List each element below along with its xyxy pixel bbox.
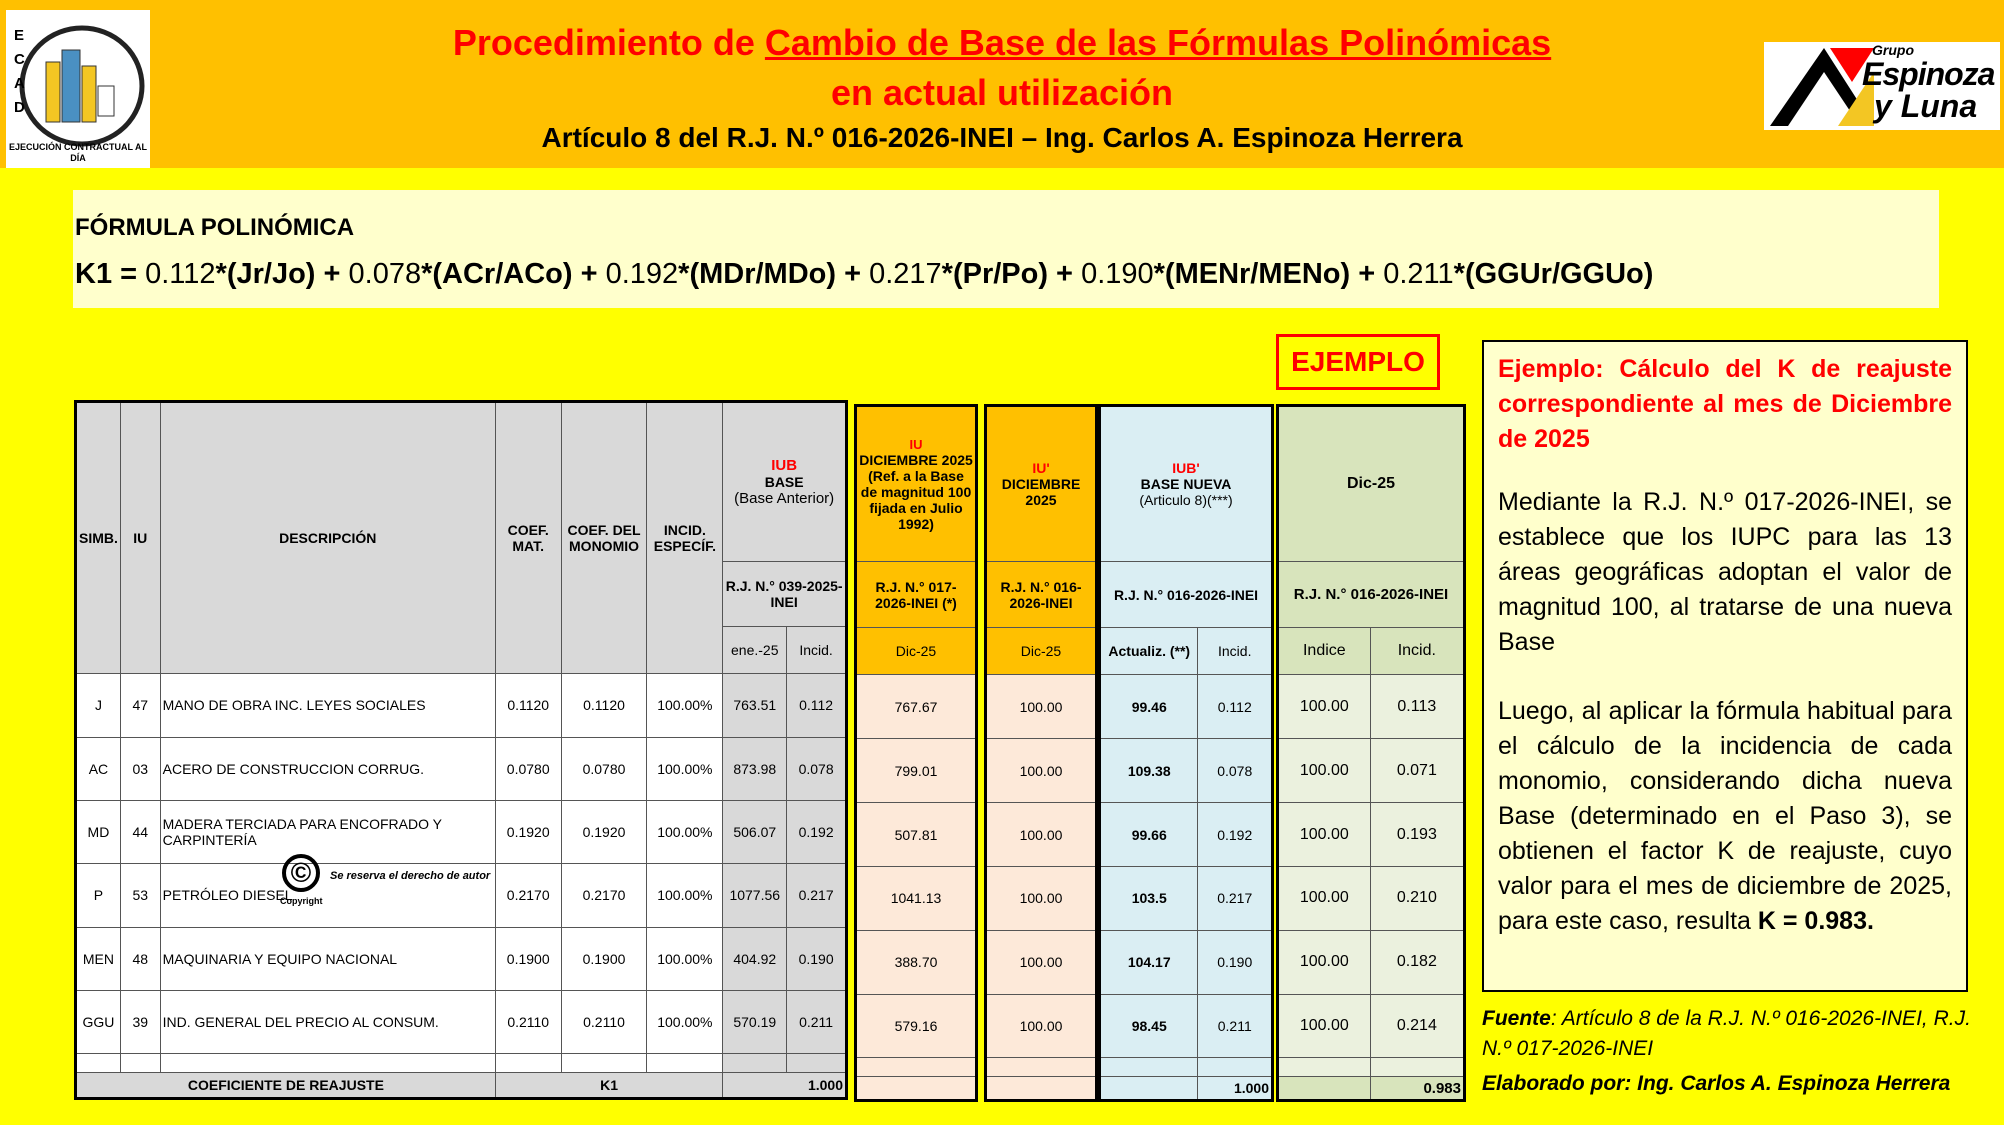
- cell-incid: 0.071: [1370, 739, 1464, 803]
- cell-incid: 0.190: [787, 927, 847, 990]
- cell-coef-mon: 0.0780: [561, 737, 647, 800]
- cell-simb: J: [76, 674, 121, 737]
- iu-table: [854, 404, 978, 1102]
- cell-iu: 44: [120, 800, 160, 863]
- header-iub: IUB BASE (Base Anterior): [723, 402, 847, 562]
- cell-incid: 0.211: [787, 991, 847, 1054]
- table-row: [856, 866, 977, 930]
- formula-part: 0.192: [605, 258, 679, 290]
- table-row: [76, 737, 847, 800]
- nueva-rj: R.J. N.° 016-2026-INEI: [1100, 562, 1273, 628]
- cell-value: 388.70: [856, 930, 977, 994]
- cell-desc: IND. GENERAL DEL PRECIO AL CONSUM.: [160, 991, 495, 1054]
- cell-coef-mon: 0.1120: [561, 674, 647, 737]
- table-row: [986, 994, 1097, 1058]
- table-row: [856, 803, 977, 867]
- cell-coef-mat: 0.2170: [495, 864, 561, 927]
- cell-value: 579.16: [856, 994, 977, 1058]
- dic-total: 0.983: [1370, 1077, 1464, 1101]
- formula-label: FÓRMULA POLINÓMICA: [75, 214, 355, 241]
- header-ene: ene.-25: [723, 627, 787, 674]
- cell-coef-mon: 0.1920: [561, 800, 647, 863]
- formula-part: 0.112: [145, 258, 216, 290]
- copyright-caption: Copyright: [280, 896, 323, 906]
- cell-desc: MAQUINARIA Y EQUIPO NACIONAL: [160, 927, 495, 990]
- cell-index: 100.00: [1278, 994, 1371, 1058]
- cell-coef-mon: 0.1900: [561, 927, 647, 990]
- table-row: [1100, 994, 1273, 1058]
- table-row: [986, 739, 1097, 803]
- page-title: Procedimiento de Cambio de Base de las Fórmulas Polinómicas: [452, 22, 1552, 63]
- formula-part: *(MDr/MDo) +: [678, 258, 870, 290]
- cell-index: 99.46: [1100, 675, 1198, 739]
- cell-incid-esp: 100.00%: [647, 991, 723, 1054]
- cell-index: 99.66: [1100, 803, 1198, 867]
- formula-part: *(GGUr/GGUo): [1453, 258, 1654, 290]
- table-row: [1278, 994, 1465, 1058]
- dic-header: Dic-25: [1278, 406, 1465, 562]
- cell-index: 100.00: [1278, 930, 1371, 994]
- iu-rj: R.J. N.° 017-2026-INEI (*): [856, 562, 977, 628]
- cell-incid: 0.214: [1370, 994, 1464, 1058]
- cell-incid: 0.210: [1370, 866, 1464, 930]
- main-table: [74, 400, 848, 1100]
- cell-iu: 48: [120, 927, 160, 990]
- cell-base: 404.92: [723, 927, 787, 990]
- cell-index: 109.38: [1100, 739, 1198, 803]
- cell-incid: 0.190: [1198, 930, 1273, 994]
- cell-base: 873.98: [723, 737, 787, 800]
- dic-col2: Incid.: [1370, 628, 1464, 675]
- header-descripcion: DESCRIPCIÓN: [160, 402, 495, 674]
- iup-rj: R.J. N.° 016-2026-INEI: [986, 562, 1097, 628]
- cell-iu: 53: [120, 864, 160, 927]
- cell-incid: 0.217: [787, 864, 847, 927]
- table-row: [1278, 866, 1465, 930]
- table-row: [856, 994, 977, 1058]
- iu-col: Dic-25: [856, 628, 977, 675]
- cell-incid: 0.193: [1370, 803, 1464, 867]
- example-title: Ejemplo: Cálculo del K de reajuste correspondiente al mes de Diciembre de 2025: [1498, 355, 1952, 453]
- cell-coef-mat: 0.2110: [495, 991, 561, 1054]
- cell-coef-mat: 0.0780: [495, 737, 561, 800]
- grupo-logo-line3: y Luna: [1874, 88, 1978, 124]
- dic-table: [1276, 404, 1466, 1102]
- cell-iu: 39: [120, 991, 160, 1054]
- formula-part: K1 =: [75, 258, 146, 290]
- footer-label: COEFICIENTE DE REAJUSTE: [76, 1073, 496, 1099]
- formula-part: *(MENr/MENo) +: [1153, 258, 1384, 290]
- cell-index: 98.45: [1100, 994, 1198, 1058]
- cell-incid-esp: 100.00%: [647, 737, 723, 800]
- example-panel: [1482, 340, 1968, 992]
- example-paragraph-1: Mediante la R.J. N.º 017-2026-INEI, se establece que los IUPC para las 13 áreas geográficas adoptan el valor de magnitud 100, al tratarse de una nueva Base: [1498, 488, 1952, 656]
- svg-text:C: C: [14, 51, 25, 68]
- cell-coef-mon: 0.2170: [561, 864, 647, 927]
- formula-part: 0.217: [869, 258, 942, 290]
- cell-incid-esp: 100.00%: [647, 674, 723, 737]
- cell-incid: 0.192: [787, 800, 847, 863]
- cell-simb: GGU: [76, 991, 121, 1054]
- nueva-col2: Incid.: [1198, 628, 1273, 675]
- cell-incid: 0.192: [1198, 803, 1273, 867]
- formula-part: *(Pr/Po) +: [941, 258, 1082, 290]
- cell-incid-esp: 100.00%: [647, 864, 723, 927]
- table-row: [1100, 675, 1273, 739]
- formula-expression: [75, 258, 1653, 291]
- formula-part: *(ACr/ACo) +: [421, 258, 606, 290]
- cell-coef-mat: 0.1900: [495, 927, 561, 990]
- cell-index: 100.00: [1278, 803, 1371, 867]
- table-row: [1278, 803, 1465, 867]
- iup-table: [984, 404, 1098, 1102]
- cell-incid-esp: 100.00%: [647, 800, 723, 863]
- table-row: [856, 739, 977, 803]
- cell-index: 100.00: [1278, 739, 1371, 803]
- svg-text:E: E: [14, 27, 25, 44]
- table-row: [1100, 739, 1273, 803]
- cell-base: 570.19: [723, 991, 787, 1054]
- cell-simb: MEN: [76, 927, 121, 990]
- svg-text:D: D: [14, 99, 25, 116]
- grupo-logo-line1: Grupo: [1872, 42, 1914, 58]
- cell-incid: 0.078: [787, 737, 847, 800]
- cell-value: 507.81: [856, 803, 977, 867]
- copyright-icon: ©: [282, 854, 320, 892]
- table-row: [76, 927, 847, 990]
- cell-index: 103.5: [1100, 866, 1198, 930]
- dic-col1: Indice: [1278, 628, 1371, 675]
- formula-part: 0.211: [1383, 258, 1454, 290]
- cell-incid: 0.211: [1198, 994, 1273, 1058]
- grupo-logo: [1764, 42, 2000, 130]
- example-paragraph-2: Luego, al aplicar la fórmula habitual para el cálculo de la incidencia de cada monomio, considerando dicha nueva Base (determinado en el Paso 3), se obtienen el factor K de reajuste, cuyo valor para el mes de diciembre de 2025, para este caso, resulta K = 0.983.: [1498, 697, 1952, 935]
- table-row: [986, 866, 1097, 930]
- cell-incid: 0.217: [1198, 866, 1273, 930]
- cell-iu: 03: [120, 737, 160, 800]
- table-row: [986, 930, 1097, 994]
- cell-value: 100.00: [986, 994, 1097, 1058]
- nueva-header: IUB' BASE NUEVA (Articulo 8)(***): [1100, 406, 1273, 562]
- cell-value: 100.00: [986, 675, 1097, 739]
- cell-desc: MANO DE OBRA INC. LEYES SOCIALES: [160, 674, 495, 737]
- header-incid-especif: INCID. ESPECÍF.: [647, 402, 723, 674]
- cell-incid: 0.182: [1370, 930, 1464, 994]
- formula-part: *(Jr/Jo) +: [215, 258, 349, 290]
- table-row: [1100, 930, 1273, 994]
- table-row: [856, 675, 977, 739]
- cell-value: 100.00: [986, 930, 1097, 994]
- cell-desc: MADERA TERCIADA PARA ENCOFRADO Y CARPINTERÍA: [160, 800, 495, 863]
- footer-k1: K1: [495, 1073, 722, 1099]
- cell-base: 763.51: [723, 674, 787, 737]
- table-row: [986, 675, 1097, 739]
- page-subtitle: Artículo 8 del R.J. N.º 016-2026-INEI – Ing. Carlos A. Espinoza Herrera: [541, 122, 1463, 153]
- header-banner: [0, 0, 2004, 168]
- nueva-total: 1.000: [1198, 1077, 1273, 1101]
- cell-incid: 0.112: [1198, 675, 1273, 739]
- cell-simb: MD: [76, 800, 121, 863]
- formula-box: [73, 190, 1939, 308]
- cell-value: 1041.13: [856, 866, 977, 930]
- header-rj-base: R.J. N.° 039-2025-INEI: [723, 561, 847, 627]
- iu-header: IU DICIEMBRE 2025 (Ref. a la Base de magnitud 100 fijada en Julio 1992): [856, 406, 977, 562]
- cell-incid-esp: 100.00%: [647, 927, 723, 990]
- formula-part: 0.078: [348, 258, 422, 290]
- table-row: [1100, 803, 1273, 867]
- author-note: Elaborado por: Ing. Carlos A. Espinoza Herrera: [1482, 1072, 1951, 1095]
- cell-value: 100.00: [986, 803, 1097, 867]
- header-simb: SIMB.: [76, 402, 121, 674]
- table-row: [76, 674, 847, 737]
- cell-value: 100.00: [986, 739, 1097, 803]
- cell-index: 100.00: [1278, 866, 1371, 930]
- cell-value: 799.01: [856, 739, 977, 803]
- grupo-logo-line2: Espinoza: [1862, 56, 1995, 92]
- base-nueva-table: [1098, 404, 1274, 1102]
- cell-base: 1077.56: [723, 864, 787, 927]
- table-row: [1278, 739, 1465, 803]
- cell-incid: 0.078: [1198, 739, 1273, 803]
- cell-value: 100.00: [986, 866, 1097, 930]
- cell-coef-mat: 0.1120: [495, 674, 561, 737]
- header-incid: Incid.: [787, 627, 847, 674]
- cell-index: 100.00: [1278, 675, 1371, 739]
- ejemplo-badge: EJEMPLO: [1276, 334, 1440, 390]
- cell-base: 506.07: [723, 800, 787, 863]
- cell-coef-mat: 0.1920: [495, 800, 561, 863]
- source-note: Fuente: Artículo 8 de la R.J. N.º 016-2026-INEI, R.J. N.º 017-2026-INEI: [1482, 1007, 1971, 1060]
- header-coef-monomio: COEF. DEL MONOMIO: [561, 402, 647, 674]
- dic-rj: R.J. N.° 016-2026-INEI: [1278, 562, 1465, 628]
- table-row: [1100, 866, 1273, 930]
- table-row: [986, 803, 1097, 867]
- cell-iu: 47: [120, 674, 160, 737]
- cell-value: 767.67: [856, 675, 977, 739]
- page-title-line2: en actual utilización: [830, 72, 1174, 113]
- cell-desc: PETRÓLEO DIESEL: [160, 864, 495, 927]
- table-row: [856, 930, 977, 994]
- cell-index: 104.17: [1100, 930, 1198, 994]
- header-coef-mat: COEF. MAT.: [495, 402, 561, 674]
- iup-col: Dic-25: [986, 628, 1097, 675]
- cell-desc: ACERO DE CONSTRUCCION CORRUG.: [160, 737, 495, 800]
- cell-incid: 0.113: [1370, 675, 1464, 739]
- cell-incid: 0.112: [787, 674, 847, 737]
- nueva-col1: Actualiz. (**): [1100, 628, 1198, 675]
- table-row: [1278, 675, 1465, 739]
- svg-text:A: A: [14, 75, 25, 92]
- header-iu: IU: [120, 402, 160, 674]
- copyright-note: Se reserva el derecho de autor: [330, 870, 491, 882]
- formula-part: 0.190: [1081, 258, 1154, 290]
- iup-header: IU' DICIEMBRE 2025: [986, 406, 1097, 562]
- cell-simb: AC: [76, 737, 121, 800]
- table-row: [76, 991, 847, 1054]
- ecad-logo-caption: EJECUCIÓN CONTRACTUAL AL DÍA: [8, 142, 147, 163]
- copyright-mark: [278, 852, 498, 914]
- cell-simb: P: [76, 864, 121, 927]
- cell-coef-mon: 0.2110: [561, 991, 647, 1054]
- footer-total: 1.000: [723, 1073, 847, 1099]
- table-row: [1278, 930, 1465, 994]
